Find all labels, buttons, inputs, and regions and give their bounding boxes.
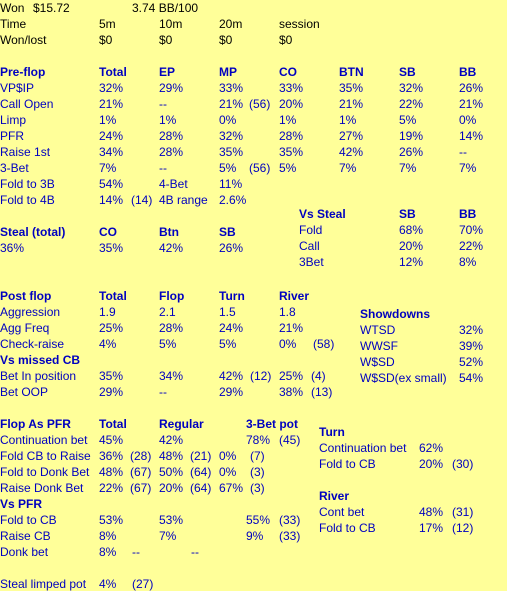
folddonk-label: Fold to Donk Bet [0,465,90,479]
steal-col-co: CO [99,225,117,239]
wonlost-5m: $0 [99,33,113,47]
postflop-col-river: River [279,289,310,303]
threebet-co: 5% [279,161,297,175]
vssteal-call-label: Call [299,239,320,253]
aggression-flop: 2.1 [159,305,176,319]
wonlost-session: $0 [279,33,293,47]
won-label: Won [0,1,25,15]
steal-sb: 26% [219,241,244,255]
vspfr-raisecb-total: 8% [99,529,117,543]
betoop-river-count: (13) [311,385,333,399]
wsd-label: W$SD [360,355,395,369]
folddonk-regular-count: (64) [190,465,212,479]
contbet-label: Continuation bet [0,433,88,447]
pfr-sb: 19% [399,129,424,143]
turn-title: Turn [319,425,345,439]
vspfr-foldcb-regular: 53% [159,513,184,527]
raise1st-mp: 35% [219,145,244,159]
steal-title: Steal (total) [0,225,66,239]
river-foldcb-count: (12) [452,521,474,535]
flopaspfr-title: Flop As PFR [0,417,71,431]
steal-col-btn: Btn [159,225,179,239]
vspfr-raisecb-3bet-count: (33) [279,529,301,543]
fold4b-count: (14) [131,193,153,207]
foldcbraise-total: 36% [99,449,124,463]
vpip-total: 32% [99,81,124,95]
raise1st-sb: 26% [399,145,424,159]
postflop-col-flop: Flop [159,289,185,303]
steal-total: 36% [0,241,25,255]
preflop-col-co: CO [279,65,297,79]
aggression-river: 1.8 [279,305,296,319]
steallimped-value: 4% [99,577,117,591]
folddonk-3bet: 0% [219,465,237,479]
river-contbet-label: Cont bet [319,505,365,519]
vpip-co: 33% [279,81,304,95]
aggression-total: 1.9 [99,305,116,319]
raise1st-bb: -- [459,145,467,159]
foldcbraise-3bet: 0% [219,449,237,463]
turn-contbet-label: Continuation bet [319,441,407,455]
callopen-btn: 21% [339,97,364,111]
limp-ep: 1% [159,113,177,127]
wsd-exsmall-value: 54% [459,371,484,385]
folddonk-3bet-count: (3) [250,465,265,479]
threebet-bb: 7% [459,161,477,175]
vssteal-call-sb: 20% [399,239,424,253]
contbet-total: 45% [99,433,124,447]
foldcbraise-regular: 48% [159,449,184,463]
showdowns-title: Showdowns [360,307,430,321]
raise1st-co: 35% [279,145,304,159]
callopen-total: 21% [99,97,124,111]
betinpos-river-count: (4) [311,369,326,383]
fold4b-value: 14% [99,193,124,207]
raisedonk-total-count: (67) [130,481,152,495]
vpip-bb: 26% [459,81,484,95]
raise1st-total: 34% [99,145,124,159]
vspfr-foldcb-3bet: 55% [246,513,271,527]
checkraise-river: 0% [279,337,297,351]
checkraise-label: Check-raise [0,337,65,351]
won-value: $15.72 [33,1,70,15]
missed-cb-title: Vs missed CB [0,353,81,367]
callopen-sb: 22% [399,97,424,111]
foldcbraise-3bet-count: (7) [250,449,265,463]
contbet-3bet-count: (45) [279,433,301,447]
limp-bb: 0% [459,113,477,127]
callopen-ep: -- [159,97,167,111]
col-5m: 5m [99,17,116,31]
bb-rate: 3.74 BB/100 [132,1,199,15]
pfr-co: 28% [279,129,304,143]
vssteal-3bet-label: 3Bet [299,255,324,269]
wwsf-value: 39% [459,339,484,353]
threebet-sb: 7% [399,161,417,175]
checkraise-count: (58) [313,337,335,351]
vpip-btn: 35% [339,81,364,95]
threebet-mp: 5% [219,161,237,175]
preflop-title: Pre-flop [0,65,46,79]
fold3b-label: Fold to 3B [0,177,55,191]
folddonk-regular: 50% [159,465,184,479]
steallimped-label: Steal limped pot [0,577,87,591]
river-foldcb-label: Fold to CB [319,521,376,535]
vssteal-call-bb: 22% [459,239,484,253]
postflop-col-total: Total [99,289,127,303]
limp-btn: 1% [339,113,357,127]
wwsf-label: WWSF [360,339,398,353]
fourbet-value: 11% [219,177,243,191]
time-label: Time [0,17,27,31]
vspfr-foldcb-label: Fold to CB [0,513,57,527]
betoop-label: Bet OOP [0,385,49,399]
aggfreq-label: Agg Freq [0,321,50,335]
threebet-total: 7% [99,161,117,175]
betinpos-total: 35% [99,369,124,383]
limp-total: 1% [99,113,117,127]
vssteal-fold-label: Fold [299,223,323,237]
wonlost-10m: $0 [159,33,173,47]
vssteal-fold-bb: 70% [459,223,484,237]
vspfr-foldcb-total: 53% [99,513,124,527]
col-10m: 10m [159,17,183,31]
flopaspfr-col-regular: Regular [159,417,204,431]
fold3b-value: 54% [99,177,124,191]
betinpos-river: 25% [279,369,304,383]
vspfr-title: Vs PFR [0,497,43,511]
betoop-river: 38% [279,385,304,399]
vssteal-title: Vs Steal [299,207,346,221]
vssteal-col-bb: BB [459,207,477,221]
pfr-ep: 28% [159,129,184,143]
flopaspfr-col-total: Total [99,417,127,431]
vpip-ep: 29% [159,81,184,95]
preflop-col-ep: EP [159,65,176,79]
steal-btn: 42% [159,241,184,255]
fourbet-range-value: 2.6% [219,193,247,207]
vssteal-3bet-bb: 8% [459,255,477,269]
vspfr-raisecb-3bet: 9% [246,529,264,543]
pfr-total: 24% [99,129,124,143]
foldcbraise-label: Fold CB to Raise [0,449,91,463]
betinpos-turn: 42% [219,369,244,383]
pfr-label: PFR [0,129,24,143]
vspfr-donk-label: Donk bet [0,545,49,559]
vspfr-raisecb-label: Raise CB [0,529,51,543]
vssteal-col-sb: SB [399,207,416,221]
wtsd-value: 32% [459,323,484,337]
river-title: River [319,489,350,503]
threebet-btn: 7% [339,161,357,175]
preflop-col-bb: BB [459,65,477,79]
pfr-btn: 27% [339,129,364,143]
contbet-3bet: 78% [246,433,271,447]
postflop-title: Post flop [0,289,52,303]
pfr-bb: 14% [459,129,484,143]
wtsd-label: WTSD [360,323,396,337]
river-contbet-count: (31) [452,505,474,519]
callopen-mp: 21% [219,97,244,111]
limp-mp: 0% [219,113,237,127]
wonlost-20m: $0 [219,33,233,47]
limp-sb: 5% [399,113,417,127]
vspfr-foldcb-3bet-count: (33) [279,513,301,527]
preflop-col-sb: SB [399,65,416,79]
betinpos-turn-count: (12) [250,369,272,383]
preflop-col-mp: MP [219,65,237,79]
raise1st-ep: 28% [159,145,184,159]
turn-foldcb-value: 20% [419,457,444,471]
aggression-label: Aggression [0,305,61,319]
preflop-col-btn: BTN [339,65,364,79]
aggfreq-flop: 28% [159,321,184,335]
wonlost-label: Won/lost [0,33,47,47]
raisedonk-3bet-count: (3) [250,481,265,495]
pfr-mp: 32% [219,129,244,143]
raise1st-label: Raise 1st [0,145,51,159]
vpip-sb: 32% [399,81,424,95]
turn-foldcb-label: Fold to CB [319,457,376,471]
raisedonk-label: Raise Donk Bet [0,481,84,495]
limp-co: 1% [279,113,297,127]
folddonk-total: 48% [99,465,124,479]
aggfreq-total: 25% [99,321,124,335]
vspfr-donk-regular: -- [132,545,140,559]
fold4b-label: Fold to 4B [0,193,55,207]
threebet-count: (56) [249,161,271,175]
betoop-turn: 29% [219,385,244,399]
raisedonk-regular: 20% [159,481,184,495]
steal-col-sb: SB [219,225,236,239]
aggfreq-river: 21% [279,321,304,335]
betinpos-label: Bet In position [0,369,77,383]
betoop-flop: -- [159,385,167,399]
betinpos-flop: 34% [159,369,184,383]
col-20m: 20m [219,17,243,31]
callopen-count: (56) [249,97,271,111]
steal-co: 35% [99,241,124,255]
wsd-value: 52% [459,355,484,369]
raisedonk-3bet: 67% [219,481,244,495]
contbet-regular: 42% [159,433,184,447]
steallimped-count: (27) [132,577,154,591]
callopen-bb: 21% [459,97,484,111]
vssteal-fold-sb: 68% [399,223,424,237]
wsd-exsmall-label: W$SD(ex small) [360,371,447,385]
checkraise-flop: 5% [159,337,177,351]
river-foldcb-value: 17% [419,521,444,535]
fourbet-label: 4-Bet [159,177,188,191]
raisedonk-total: 22% [99,481,124,495]
turn-contbet-value: 62% [419,441,444,455]
foldcbraise-total-count: (28) [130,449,152,463]
threebet-label: 3-Bet [0,161,29,175]
flopaspfr-col-3bet: 3-Bet pot [246,417,298,431]
vspfr-donk-3bet: -- [191,545,199,559]
fourbet-range-label: 4B range [159,193,208,207]
vpip-mp: 33% [219,81,244,95]
checkraise-total: 4% [99,337,117,351]
checkraise-turn: 5% [219,337,237,351]
threebet-ep: -- [159,161,167,175]
folddonk-total-count: (67) [130,465,152,479]
betoop-total: 29% [99,385,124,399]
river-contbet-value: 48% [419,505,444,519]
callopen-co: 20% [279,97,304,111]
vpip-label: VP$IP [0,81,35,95]
callopen-label: Call Open [0,97,54,111]
vssteal-3bet-sb: 12% [399,255,424,269]
col-session: session [279,17,320,31]
turn-foldcb-count: (30) [452,457,474,471]
preflop-col-total: Total [99,65,127,79]
raise1st-btn: 42% [339,145,364,159]
vspfr-donk-total: 8% [99,545,117,559]
vspfr-raisecb-regular: 7% [159,529,177,543]
postflop-col-turn: Turn [219,289,245,303]
foldcbraise-regular-count: (21) [190,449,212,463]
aggfreq-turn: 24% [219,321,244,335]
raisedonk-regular-count: (64) [190,481,212,495]
aggression-turn: 1.5 [219,305,236,319]
limp-label: Limp [0,113,27,127]
